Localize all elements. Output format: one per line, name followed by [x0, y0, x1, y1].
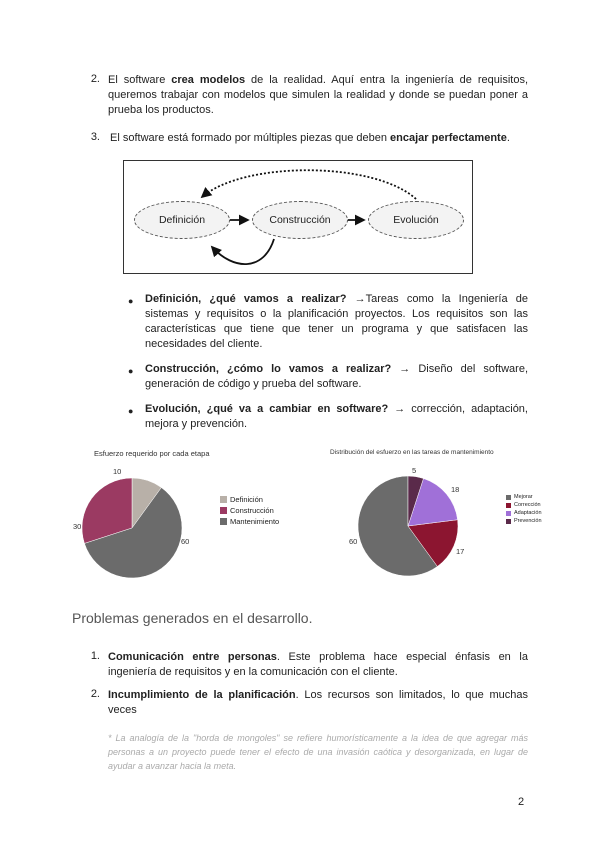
chart1-label-60: 60: [181, 537, 190, 546]
item-2-text: El software crea modelos de la realidad. Aquí entra la ingeniería de requisitos, queremos trabajar con modelos que simulen la realidad y donde se puedan poner a prueba los productos.: [108, 74, 529, 116]
list-number: 2.: [90, 688, 100, 700]
problem-2-text: Incumplimiento de la planificación. Los recursos son limitados, lo que muchas veces: [108, 689, 528, 716]
chart2-label-18: 18: [451, 485, 460, 494]
lifecycle-diagram: [123, 160, 473, 274]
loop-arrow: [212, 239, 274, 264]
chart2-label-5: 5: [412, 466, 417, 475]
footnote: * La analogía de la "horda de mongoles" se refiere humorísticamente a la idea de que agregar más personas a un proyecto puede tener el efecto de una invasión caótica y desorganizada, en lugar de ayudar a avanzar hacia la meta.: [108, 733, 528, 771]
chart2-label-60: 60: [349, 537, 358, 546]
legend-construccion: Construcción: [220, 506, 274, 515]
bullet-construccion: Construcción, ¿cómo lo vamos a realizar? → Diseño del software, generación de código y prueba del software.: [145, 363, 528, 390]
list-number: 3.: [90, 131, 100, 143]
item-3-text: El software está formado por múltiples piezas que deben encajar perfectamente.: [110, 132, 510, 144]
chart2-title: Distribución del esfuerzo en las tareas de mantenimiento: [330, 449, 494, 456]
problem-1-text: Comunicación entre personas. Este problema hace especial énfasis en la ingeniería de requisitos y en la comunicación con el cliente.: [108, 651, 528, 678]
legend-definicion: Definición: [220, 495, 263, 504]
chart1-pie: [80, 476, 184, 580]
list-number: 2.: [90, 73, 100, 85]
list-number: 1.: [90, 650, 100, 662]
section-heading: Problemas generados en el desarrollo.: [72, 610, 313, 626]
node-construccion: Construcción: [252, 201, 348, 239]
legend-correccion: Corrección: [506, 502, 541, 508]
chart1-title: Esfuerzo requerido por cada etapa: [94, 449, 210, 458]
bullet-dot: ●: [128, 406, 134, 416]
feedback-dotted-arrow: [202, 170, 416, 199]
bullet-dot: ●: [128, 366, 134, 376]
bullet-evolucion: Evolución, ¿qué va a cambiar en software? → corrección, adaptación, mejora y prevención.: [145, 403, 528, 430]
legend-prevencion: Prevención: [506, 518, 542, 524]
legend-adaptacion: Adaptación: [506, 510, 542, 516]
bullet-dot: ●: [128, 296, 134, 306]
chart2-pie: [356, 474, 460, 578]
chart2-label-17: 17: [456, 547, 465, 556]
page-number: 2: [518, 796, 525, 808]
chart1-label-30: 30: [73, 522, 82, 531]
node-definicion: Definición: [134, 201, 230, 239]
chart1-label-10: 10: [113, 467, 122, 476]
node-evolucion: Evolución: [368, 201, 464, 239]
bullet-definicion: Definición, ¿qué vamos a realizar? →Tareas como la Ingeniería de sistemas y requisitos o la planificación proyectos. Los requisitos son las características que tiene que tener un programa y que satisfacen las necesidades del cliente.: [145, 293, 528, 350]
legend-mejorar: Mejorar: [506, 494, 533, 500]
legend-mantenimiento: Mantenimiento: [220, 517, 279, 526]
